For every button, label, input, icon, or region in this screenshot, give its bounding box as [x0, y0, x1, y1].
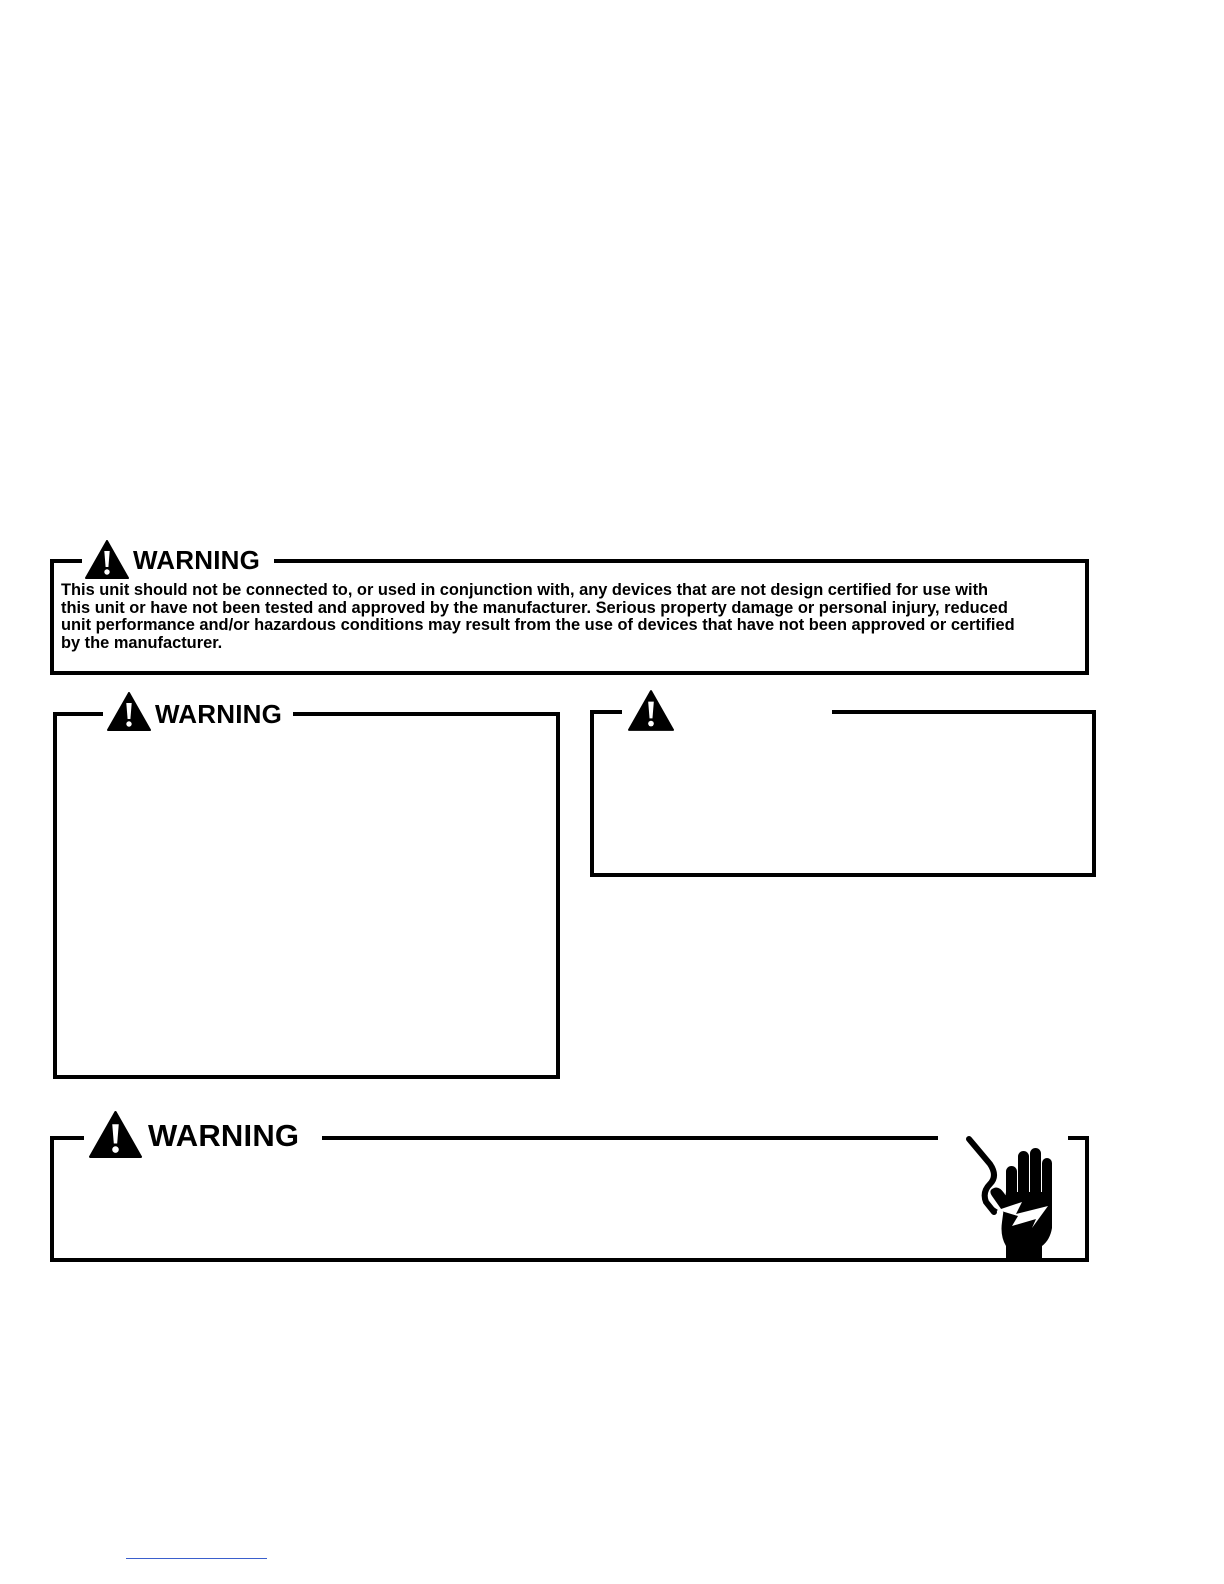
warning-text-line: this unit or have not been tested and approved by the manufacturer. Serious property damage or personal injury, reduced — [61, 598, 1008, 617]
warning-triangle-icon — [107, 692, 151, 731]
warning-panel-left — [53, 712, 560, 1079]
warning-heading-bottom: WARNING — [148, 1118, 300, 1153]
warning-panel-bottom — [50, 1136, 1089, 1262]
warning-text-line: by the manufacturer. — [61, 633, 223, 652]
warning-text-line: This unit should not be connected to, or used in conjunction with, any devices that are not design certified for use with — [61, 581, 989, 599]
warning-heading-top: WARNING — [133, 545, 261, 575]
warning-body-top — [61, 582, 1086, 652]
caution-panel-right — [590, 710, 1096, 877]
warning-text-line: unit performance and/or hazardous conditions may result from the use of devices that have not been approved or certified — [61, 616, 1015, 635]
electric-shock-hand-icon — [962, 1136, 1062, 1260]
footer-rule — [126, 1558, 267, 1559]
warning-heading-left: WARNING — [155, 699, 283, 729]
warning-triangle-icon — [88, 1111, 143, 1158]
warning-triangle-icon — [628, 690, 674, 731]
warning-triangle-icon — [85, 540, 129, 579]
